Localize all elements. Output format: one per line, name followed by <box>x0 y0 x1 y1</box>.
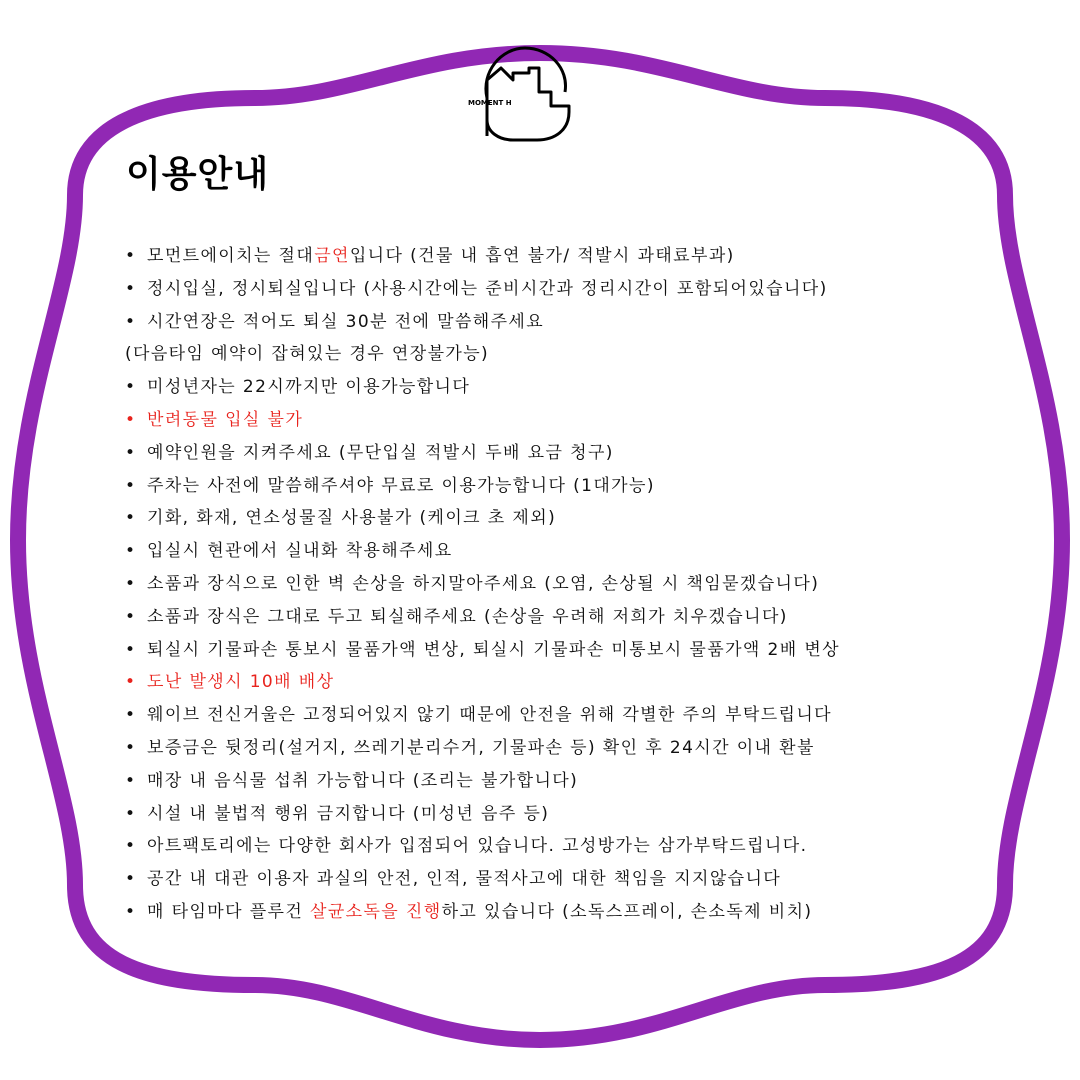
rule-item <box>125 798 1005 831</box>
bullet-icon: • <box>125 705 137 726</box>
rule-item <box>125 535 1005 568</box>
rule-item <box>125 470 1005 503</box>
rule-item <box>125 371 1005 404</box>
rule-item <box>125 634 1005 667</box>
bullet-icon: • <box>125 901 137 922</box>
rule-text: 모먼트에이치는 절대 <box>147 246 315 266</box>
rule-text: 주차는 사전에 말씀해주셔야 무료로 이용가능합니다 (1대가능) <box>147 475 655 496</box>
rule-text: 미성년자는 22시까지만 이용가능합니다 <box>147 377 471 398</box>
rule-item <box>125 830 1005 863</box>
rule-text: 기화, 화재, 연소성물질 사용불가 (케이크 초 제외) <box>147 508 557 529</box>
rule-text: 시설 내 불법적 행위 금지합니다 (미성년 음주 등) <box>147 803 550 824</box>
rule-item <box>125 666 1005 699</box>
rule-item <box>125 502 1005 535</box>
rule-item <box>125 437 1005 470</box>
bullet-icon: • <box>125 606 137 627</box>
rule-text: 시간연장은 적어도 퇴실 30분 전에 말씀해주세요 <box>147 311 545 332</box>
rule-text: 웨이브 전신거울은 고정되어있지 않기 때문에 안전을 위해 각별한 주의 부탁드립니다 <box>147 705 833 726</box>
rule-text: 아트팩토리에는 다양한 회사가 입점되어 있습니다. 고성방가는 삼가부탁드립니다. <box>147 836 808 857</box>
rule-item <box>125 732 1005 765</box>
bullet-icon: • <box>125 409 137 430</box>
rule-item <box>125 273 1005 306</box>
rule-item <box>125 338 1005 371</box>
bullet-icon: • <box>125 672 137 693</box>
rule-text: 보증금은 뒷정리(설거지, 쓰레기분리수거, 기물파손 등) 확인 후 24시간 이내 환불 <box>147 737 815 758</box>
rule-item <box>125 896 1005 929</box>
bullet-icon: • <box>125 278 137 299</box>
moment-h-logo-icon <box>465 40 585 145</box>
rule-item <box>125 240 1005 273</box>
bullet-icon: • <box>125 508 137 529</box>
bullet-icon: • <box>125 803 137 824</box>
rule-text: 매장 내 음식물 섭취 가능합니다 (조리는 불가합니다) <box>147 770 579 791</box>
rule-item <box>125 306 1005 339</box>
rule-text: 입실시 현관에서 실내화 착용해주세요 <box>147 541 453 562</box>
rule-item <box>125 863 1005 896</box>
bullet-icon: • <box>125 869 137 890</box>
bullet-icon: • <box>125 311 137 332</box>
rule-text: 소품과 장식으로 인한 벽 손상을 하지말아주세요 (오염, 손상될 시 책임묻겠습니다) <box>147 573 820 594</box>
bullet-icon: • <box>125 442 137 463</box>
bullet-icon: • <box>125 639 137 660</box>
rule-text: 도난 발생시 10배 배상 <box>147 672 335 693</box>
rule-highlight: 금연 <box>314 246 350 266</box>
rules-list <box>125 240 1005 929</box>
rule-item <box>125 404 1005 437</box>
rule-text-tail: 하고 있습니다 (소독스프레이, 손소독제 비치) <box>441 901 813 922</box>
bullet-icon: • <box>125 770 137 791</box>
bullet-icon: • <box>125 377 137 398</box>
rule-text: 반려동물 입실 불가 <box>147 409 304 430</box>
bullet-icon: • <box>125 246 137 266</box>
rule-item <box>125 568 1005 601</box>
rule-highlight: 살균소독을 진행 <box>310 901 442 922</box>
rule-text-tail: 입니다 (건물 내 흡연 불가/ 적발시 과태료부과) <box>349 246 735 266</box>
rule-text: 예약인원을 지켜주세요 (무단입실 적발시 두배 요금 청구) <box>147 442 614 463</box>
page-title: 이용안내 <box>126 154 270 195</box>
rule-text: 공간 내 대관 이용자 과실의 안전, 인적, 물적사고에 대한 책임을 지지않습니다 <box>147 869 782 890</box>
rule-text: 매 타임마다 플루건 <box>147 901 310 922</box>
bullet-icon: • <box>125 541 137 562</box>
rule-text: 소품과 장식은 그대로 두고 퇴실해주세요 (손상을 우려해 저희가 치우겠습니다) <box>147 606 788 627</box>
bullet-icon: • <box>125 573 137 594</box>
rule-text: 퇴실시 기물파손 통보시 물품가액 변상, 퇴실시 기물파손 미통보시 물품가액 2배 변상 <box>147 639 841 660</box>
rule-item <box>125 699 1005 732</box>
rule-item <box>125 765 1005 798</box>
bullet-icon: • <box>125 475 137 496</box>
rule-text: 정시입실, 정시퇴실입니다 (사용시간에는 준비시간과 정리시간이 포함되어있습니다) <box>147 278 828 299</box>
bullet-icon: • <box>125 836 137 857</box>
logo-text: MOMENT H <box>468 99 512 107</box>
rule-text: (다음타임 예약이 잡혀있는 경우 연장불가능) <box>125 344 490 365</box>
bullet-icon: • <box>125 737 137 758</box>
rule-item <box>125 601 1005 634</box>
